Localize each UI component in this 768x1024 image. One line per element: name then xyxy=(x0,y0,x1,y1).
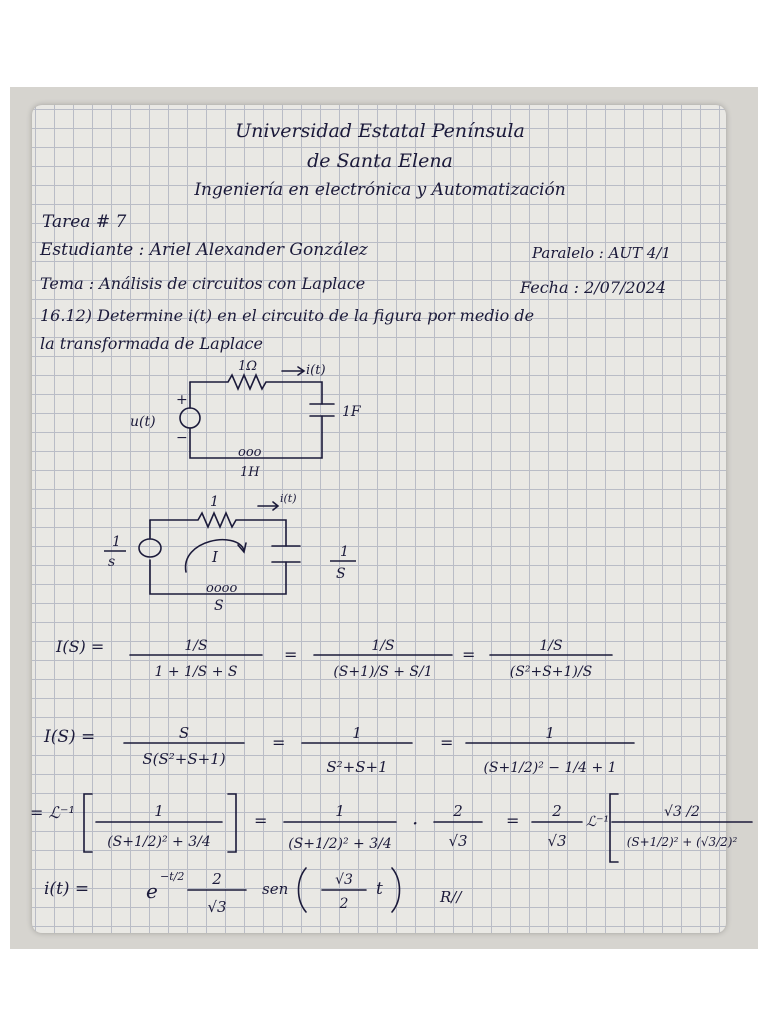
capacitor-1f xyxy=(310,404,334,416)
resistor-s-label: 1 xyxy=(210,494,219,510)
source-s-num: 1 xyxy=(112,534,121,550)
eq3-dot: · xyxy=(412,811,419,835)
eq2-equals1: = xyxy=(272,733,286,752)
resistor-1ohm xyxy=(190,375,322,404)
current-label: i(t) xyxy=(306,363,326,378)
eq3-frac3-num: 2 xyxy=(453,802,463,820)
capacitor-label: 1F xyxy=(342,404,361,420)
eq3-frac5-den: (S+1/2)² + (√3/2)² xyxy=(626,835,738,849)
current-arrow-icon xyxy=(282,367,304,375)
eq3-frac1-num: 1 xyxy=(154,802,164,820)
date: Fecha : 2/07/2024 xyxy=(520,278,667,297)
cap-s-num: 1 xyxy=(340,544,349,560)
problem-statement-line1: 16.12) Determine i(t) en el circuito de la figura por medio de xyxy=(40,306,535,325)
result-frac-den: √3 xyxy=(207,898,227,916)
voltage-source-u xyxy=(180,408,200,428)
result-exp-power: −t/2 xyxy=(160,870,185,883)
eq3-equals2: = xyxy=(506,811,520,830)
current-arrow-s-icon xyxy=(258,502,278,510)
eq1-frac1-num: 1/S xyxy=(184,638,208,654)
eq1-equals1: = xyxy=(284,645,298,664)
source-s-den: s xyxy=(108,554,116,570)
result-arg-den: 2 xyxy=(339,896,349,912)
source-plus: + xyxy=(176,392,188,408)
topic: Tema : Análisis de circuitos con Laplace xyxy=(40,274,366,293)
eq1-lhs: I(S) = xyxy=(56,637,105,656)
eq2-frac1-den: S(S²+S+1) xyxy=(142,750,226,768)
eq3-frac4-num: 2 xyxy=(552,802,562,820)
student-name: Estudiante : Ariel Alexander González xyxy=(40,240,368,260)
inductor-coil: ooo xyxy=(238,445,262,460)
cap-s-den: S xyxy=(336,566,346,582)
mesh-current-label: I xyxy=(212,548,218,566)
eq3-prefix: = ℒ⁻¹ xyxy=(30,803,75,822)
resistor-1 xyxy=(150,513,286,546)
eq3-frac3-den: √3 xyxy=(448,832,468,850)
eq2-frac3-den: (S+1/2)² − 1/4 + 1 xyxy=(483,760,617,776)
inductor-s-label: S xyxy=(214,598,224,614)
paralelo: Paralelo : AUT 4/1 xyxy=(532,244,671,262)
eq1-frac1-den: 1 + 1/S + S xyxy=(154,664,238,680)
eq3-frac2-den: (S+1/2)² + 3/4 xyxy=(288,836,392,852)
career-title: Ingeniería en electrónica y Automatización xyxy=(194,180,566,200)
eq2-lhs: I(S) = xyxy=(44,727,96,747)
eq1-equals2: = xyxy=(462,645,476,664)
problem-statement-line2: la transformada de Laplace xyxy=(40,334,263,353)
eq3-frac4-den: √3 xyxy=(547,832,567,850)
eq2-frac2-num: 1 xyxy=(352,724,362,742)
result-exp-base: e xyxy=(146,879,158,903)
eq1-frac2-den: (S+1)/S + S/1 xyxy=(333,664,433,680)
result-arg-t: t xyxy=(376,879,383,899)
assignment-number: Tarea # 7 xyxy=(42,212,127,232)
result-arg-num: √3 xyxy=(335,872,353,888)
eq2-frac3-num: 1 xyxy=(545,724,555,742)
capacitor-1-over-s xyxy=(272,546,300,562)
university-title: Universidad Estatal Península xyxy=(235,120,525,142)
resistor-label: 1Ω xyxy=(238,359,258,374)
university-title-line2: de Santa Elena xyxy=(307,150,453,172)
eq2-equals2: = xyxy=(440,733,454,752)
eq3-frac2-num: 1 xyxy=(335,802,345,820)
eq2-frac1-num: S xyxy=(178,724,190,742)
inductor-label: 1H xyxy=(240,465,260,480)
eq1-frac2-num: 1/S xyxy=(371,638,395,654)
inductor-s-coil: oooo xyxy=(206,581,238,596)
current-s-label: i(t) xyxy=(280,492,297,505)
voltage-source-1-over-s xyxy=(139,539,161,557)
eq1-frac3-den: (S²+S+1)/S xyxy=(509,664,593,680)
source-minus: − xyxy=(176,430,188,446)
result-frac-num: 2 xyxy=(212,870,222,888)
eq3-frac1-den: (S+1/2)² + 3/4 xyxy=(107,834,211,850)
result-answer-mark: R// xyxy=(440,888,462,906)
result-lhs: i(t) = xyxy=(44,879,90,899)
source-label: u(t) xyxy=(130,414,156,430)
eq2-frac2-den: S²+S+1 xyxy=(326,758,388,776)
eq3-frac5-num: √3 /2 xyxy=(664,804,700,820)
result-sen: sen xyxy=(262,880,289,898)
eq3-equals1: = xyxy=(254,811,268,830)
eq3-inverse-laplace: ℒ⁻¹ xyxy=(586,814,610,830)
eq1-frac3-num: 1/S xyxy=(539,638,563,654)
